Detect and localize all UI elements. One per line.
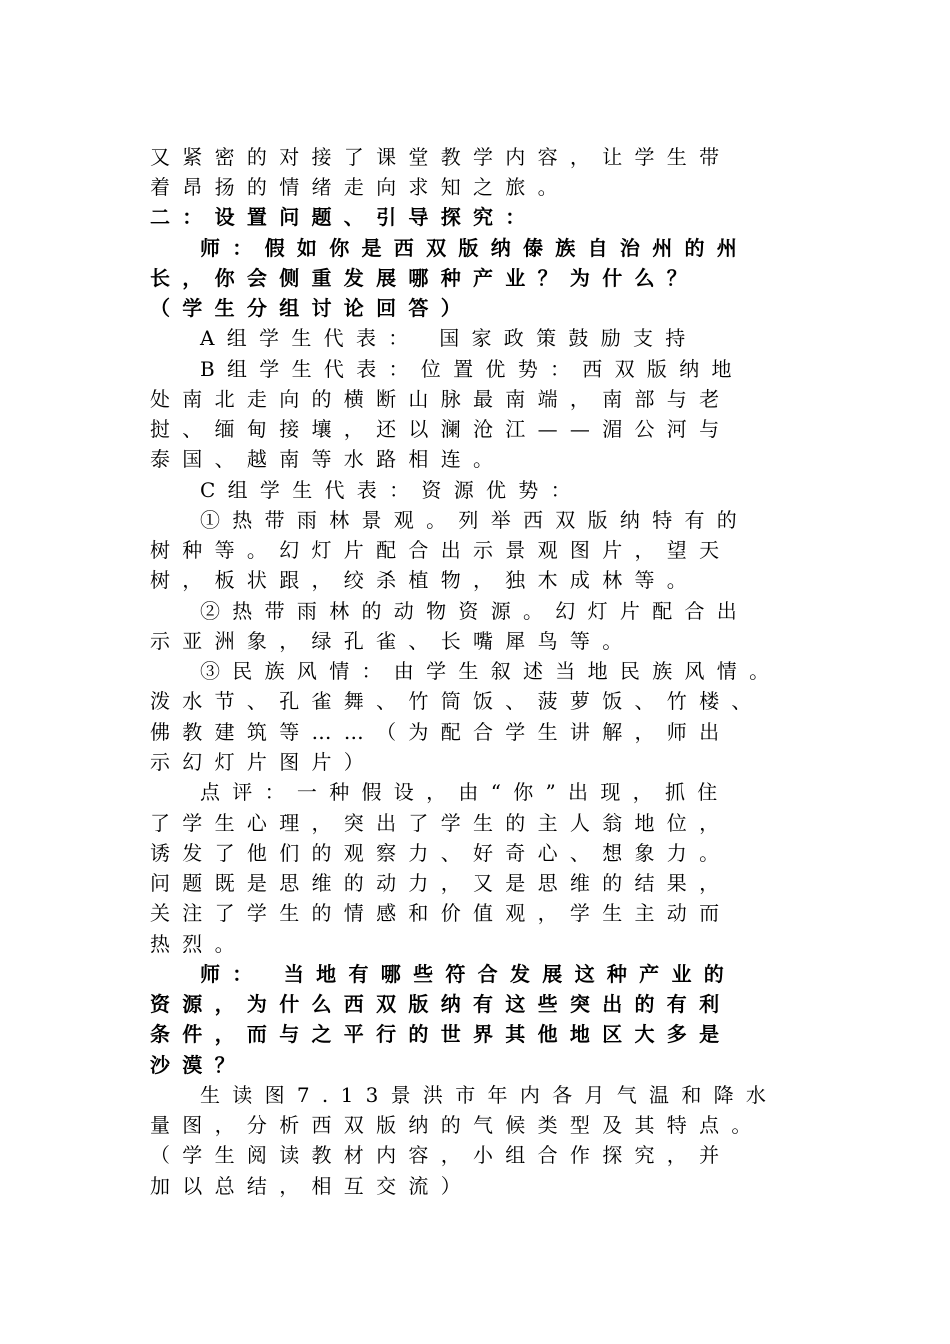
- text-line: 树种等。幻灯片配合出示景观图片，望天: [150, 538, 732, 562]
- text-line: 点评：一种假设，由“你”出现，抓住: [200, 780, 730, 804]
- text-line: ①热带雨林景观。列举西双版纳特有的: [200, 508, 750, 532]
- text-line: 长，你会侧重发展哪种产业？为什么？: [150, 266, 700, 290]
- text-line: 问题既是思维的动力，又是思维的结果，: [150, 871, 732, 895]
- section-heading: 二：设置问题、引导探究：: [150, 205, 538, 229]
- text-line: 泼水节、孔雀舞、竹筒饭、菠萝饭、竹楼、: [150, 689, 764, 713]
- text-line: 加以总结，相互交流）: [150, 1174, 473, 1198]
- text-line: 示幻灯片图片）: [150, 750, 377, 774]
- text-line: 师：假如你是西双版纳傣族自治州的州: [200, 236, 750, 260]
- text-line: B组学生代表：位置优势：西双版纳地: [200, 357, 744, 381]
- text-line: 沙漠？: [150, 1053, 247, 1077]
- text-line: 佛教建筑等……（为配合学生讲解，师出: [150, 720, 732, 744]
- text-line: （学生分组讨论回答）: [150, 296, 473, 320]
- text-line: 着昂扬的情绪走向求知之旅。: [150, 175, 570, 199]
- text-line: C组学生代表：资源优势：: [200, 478, 583, 502]
- text-line: 诱发了他们的观察力、好奇心、想象力。: [150, 841, 732, 865]
- text-line: 生读图7.13景洪市年内各月气温和降水: [200, 1083, 779, 1107]
- text-line: 条件，而与之平行的世界其他地区大多是: [150, 1022, 732, 1046]
- text-line: A组学生代表： 国家政策鼓励支持: [200, 326, 698, 350]
- text-line: 师： 当地有哪些符合发展这种产业的: [200, 962, 737, 986]
- text-line: 又紧密的对接了课堂教学内容，让学生带: [150, 145, 732, 169]
- text-line: （学生阅读教材内容，小组合作探究，并: [150, 1143, 732, 1167]
- text-line: 关注了学生的情感和价值观，学生主动而: [150, 901, 732, 925]
- text-line: 资源，为什么西双版纳有这些突出的有利: [150, 992, 732, 1016]
- text-line: 树，板状跟，绞杀植物，独木成林等。: [150, 568, 700, 592]
- text-line: 了学生心理，突出了学生的主人翁地位，: [150, 811, 732, 835]
- text-line: ②热带雨林的动物资源。幻灯片配合出: [200, 599, 750, 623]
- text-line: 泰国、越南等水路相连。: [150, 447, 506, 471]
- text-line: 示亚洲象，绿孔雀、长嘴犀鸟等。: [150, 629, 635, 653]
- text-line: 挝、缅甸接壤，还以澜沧江——湄公河与: [150, 417, 732, 441]
- text-line: 热烈。: [150, 932, 247, 956]
- text-line: ③民族风情：由学生叙述当地民族风情。: [200, 659, 782, 683]
- text-line: 处南北走向的横断山脉最南端，南部与老: [150, 387, 732, 411]
- text-line: 量图，分析西双版纳的气候类型及其特点。: [150, 1113, 764, 1137]
